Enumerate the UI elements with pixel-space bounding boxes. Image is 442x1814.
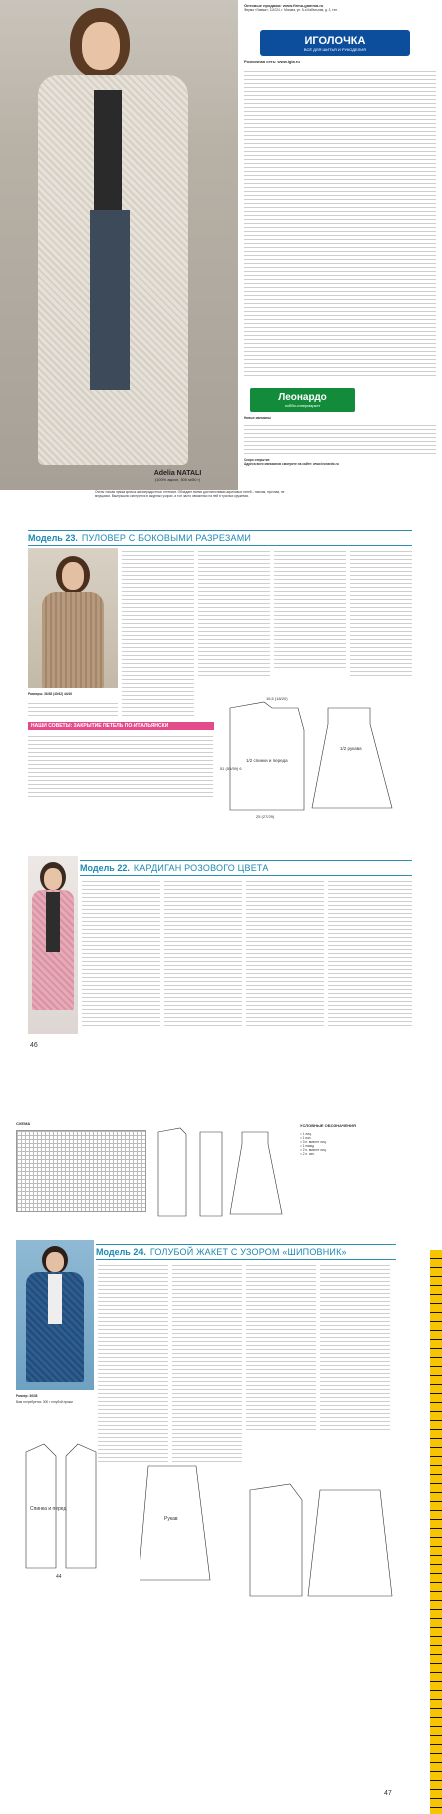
model24-text-4	[320, 1262, 390, 1432]
model23-sizes: Размеры: 36/38 (40/42) 44/46	[28, 692, 72, 696]
ruler-strip	[430, 1250, 442, 1814]
leonardo-brand: Леонардо	[278, 392, 327, 403]
model24-dim-sleeve: Рукав	[164, 1516, 178, 1522]
stitch-chart	[16, 1130, 146, 1212]
model22-text-2	[164, 878, 242, 1028]
model23-text-1	[122, 548, 194, 718]
shop-title: Оптовые продажи: www.firma-gamma.ru	[244, 3, 324, 8]
model24-text-1	[98, 1262, 168, 1462]
model23-dim-sleeve: 1/2 рукава	[340, 746, 362, 751]
model22-photo	[28, 856, 78, 1034]
model23-dim-left: 51 (55/59) 6	[220, 766, 242, 771]
model22-num: Модель 22.	[80, 863, 130, 873]
schema-title: СХЕМА	[16, 1121, 31, 1126]
model24-text-2	[172, 1262, 242, 1462]
online-note: Адреса всех магазинов смотрите на сайте: www.leonardo.ru	[244, 462, 339, 466]
leonardo-logo	[250, 388, 355, 412]
igolochka-logo	[260, 30, 410, 56]
store-list	[244, 68, 436, 378]
legend	[300, 1132, 410, 1156]
cover-caption: Очень тонкая пряжа крючок жизнерадостных оттенков. Обладает всеми достоинствами акриловых нитей – мягкая, прочная, не мнущаяся. Выигрышно смотрится в ажурных узорах, а тон часто связанных на ней в тусклых кружевах.	[95, 490, 285, 498]
model22-title: КАРДИГАН РОЗОВОГО ЦВЕТА	[133, 863, 269, 873]
model22-header	[80, 860, 412, 876]
legend-item-1: = 1 лиц.	[300, 1132, 312, 1136]
tip-text	[28, 733, 213, 797]
model23-text-4	[350, 548, 412, 678]
model22-text-4	[328, 878, 412, 1028]
legend-title: УСЛОВНЫЕ ОБОЗНАЧЕНИЯ	[300, 1123, 356, 1128]
legend-item-4: = 1 накид	[300, 1144, 314, 1148]
yarn-composition: (100% акрил, 300 м/50 г)	[154, 477, 201, 482]
model23-header	[28, 530, 412, 546]
model24-title: ГОЛУБОЙ ЖАКЕТ С УЗОРОМ «ШИПОВНИК»	[149, 1247, 347, 1257]
model24-photo	[16, 1240, 94, 1390]
model24-sleeve-diagram	[140, 1460, 220, 1590]
legend-item-6: = 2 п. изн.	[300, 1152, 315, 1156]
model22-text-1	[82, 878, 160, 1028]
igolochka-brand: ИГОЛОЧКА	[304, 34, 366, 47]
model23-dim-body: 1/2 спинки и переда	[246, 758, 288, 763]
model24-vest-diagram	[16, 1440, 136, 1580]
model23-dim-top: 16,5 (18/20)	[266, 696, 288, 701]
legend-item-5: = 2 п. вместе лиц.	[300, 1148, 327, 1152]
igolochka-sub: ВСЁ ДЛЯ ШИТЬЯ И РУКОДЕЛИЯ	[303, 46, 367, 52]
yarn-name: Adelia NATALI	[153, 470, 202, 477]
model24-sizes: Размер: 36/38	[16, 1394, 38, 1398]
model23-dim-bottom: 25 (27/29)	[256, 814, 275, 819]
model23-intro	[28, 700, 118, 718]
model23-title: ПУЛОВЕР С БОКОВЫМИ РАЗРЕЗАМИ	[81, 533, 252, 543]
cover-photo	[0, 0, 238, 490]
model24-text-3	[246, 1262, 316, 1432]
model23-text-3	[274, 548, 346, 668]
tip-banner: НАШИ СОВЕТЫ: ЗАКРЫТИЕ ПЕТЕЛЬ ПО-ИТАЛЬЯНСКИ	[28, 722, 214, 730]
model24-pattern-diagram	[230, 1470, 400, 1600]
model22-pattern-diagram	[150, 1124, 290, 1224]
new-stores-title: Новые магазины	[244, 416, 272, 420]
legend-item-2: = 1 изн.	[300, 1136, 312, 1140]
model23-pattern-diagram	[220, 690, 416, 820]
model24-header	[96, 1244, 396, 1260]
model24-materials: Вам потребуется: 300 г голубой пряжи	[16, 1400, 73, 1404]
soon-open-title: Скоро открытие	[244, 458, 270, 462]
model24-num: Модель 24.	[96, 1247, 146, 1257]
model24-dim-44: 44	[56, 1574, 62, 1580]
page-number-46: 46	[30, 1042, 38, 1049]
legend-item-3: = 3 п. вместе лиц.	[300, 1140, 327, 1144]
model23-photo	[28, 548, 118, 688]
model22-text-3	[246, 878, 324, 1028]
new-store-list	[244, 422, 436, 456]
leonardo-sub: хобби-гипермаркет	[284, 403, 321, 408]
model23-num: Модель 23.	[28, 533, 78, 543]
model23-text-2	[198, 548, 270, 678]
page-number-47: 47	[384, 1790, 392, 1797]
retail-title: Розничная сеть: www.igla.ru	[244, 59, 300, 64]
model24-dim-back: Спинка и перед	[30, 1506, 67, 1512]
